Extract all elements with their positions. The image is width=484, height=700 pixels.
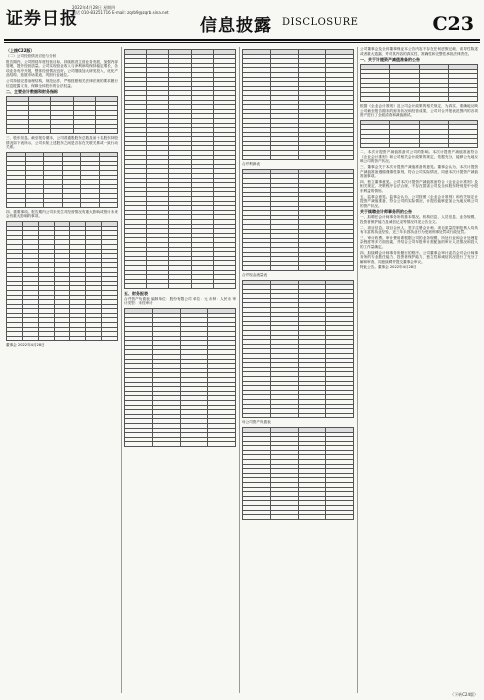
table-cell [44,203,63,208]
section-title-cn: 信息披露 [200,16,272,36]
data-table [242,280,354,419]
table-row [7,203,118,208]
issue-line: 2022年4月28日 星期四 [72,5,116,10]
table-cell [243,155,271,160]
table-cell [361,97,390,102]
body-paragraph: 公司董事会及全体董事保证本公告内容不存在任何虚假记载、误导性陈述或者重大遗漏，并对其内容的真实性、准确性和完整性承担法律责任。 [360,47,478,56]
table-cell [243,413,271,418]
body-paragraph: 母公司资产负债表 [242,420,271,425]
body-paragraph: 董事会 2022年4月28日 [6,343,45,348]
table-cell [180,442,208,447]
table-cell [213,284,235,289]
body-paragraph: 合并现金流量表 [242,272,268,277]
table-row [361,143,478,148]
table-cell [169,284,191,289]
table-cell [208,442,236,447]
table-cell [390,143,419,148]
page-header [0,0,484,40]
table-cell [298,413,326,418]
body-paragraph: 根据《企业会计准则》及公司会计政策的相关规定，为真实、准确地反映公司截至报告期末的财务状况和经营成果，公司对合并报表范围内的各项资产进行了全面清查和减值测试。 [360,103,478,118]
body-paragraph: 三、股东信息。截至报告期末，公司普通股股东总数及前十名股东持股情况如下表所示，公司未知上述股东之间是否存在关联关系或一致行动关系。 [6,135,118,150]
table-cell [62,203,81,208]
table-cell [298,515,326,520]
table-cell [270,155,298,160]
body-paragraph: 四、拟续聘会计师事务所履行的程序。公司董事会审计委员会对会计师事务所的专业胜任能力、投资者保护能力、独立性和诚信状况进行了充分了解和审查，同意续聘并提交董事会审议。 [360,250,478,264]
table-cell [326,155,354,160]
table-cell [99,203,118,208]
body-paragraph: 五、监事会意见。监事会认为，公司按照《企业会计准则》和有关规定计提资产减值准备，符合公司的实际情况，计提后能够更加公允地反映公司的资产状况。 [360,194,478,208]
table-cell [419,97,448,102]
body-paragraph: 三、董事会关于本次计提资产减值准备的意见。董事会认为，本次计提资产减值准备遵循谨慎性原则，符合公司实际情况，同意本次计提资产减值准备事项。 [360,165,478,179]
column-2 [124,47,236,693]
body-paragraph: 公司持续完善治理结构，规范运作，严格按照相关法律法规的要求履行信息披露义务，保障全体股东的合法权益。 [6,78,118,88]
table-row [125,442,236,447]
data-table [6,152,118,208]
column-divider [121,47,122,693]
data-table [124,49,236,289]
table-cell [25,203,44,208]
data-table [360,120,478,149]
data-table [6,221,118,341]
section-heading: 一、关于计提资产减值准备的公告 [360,57,420,63]
data-table [6,96,118,134]
table-cell [70,336,86,341]
body-paragraph: 特此公告。董事会 2022年4月28日 [360,265,417,270]
table-cell [81,203,100,208]
contact-line: 电话 010-83251716 E-mail: zqrb9@zqrb.sina.net [72,10,169,15]
data-table [360,64,478,102]
table-cell [390,97,419,102]
table-cell [270,515,298,520]
table-cell [326,515,354,520]
body-paragraph: 合并利润表 [242,162,260,167]
table-row [125,284,236,289]
table-row [243,266,354,271]
body-paragraph: 四、重要事项。报告期内公司未发生对经营情况有重大影响或预计未来会有重大影响的事项。 [6,209,118,219]
table-cell [326,266,354,271]
table-row [7,129,118,134]
data-table [242,49,354,160]
body-paragraph: 三、审计收费。审计费用系根据公司的业务规模、所处行业和会计处理复杂程度等多方面因素，并结合公司年报审计需配备的审计人员情况和投入的工作量确定。 [360,235,478,249]
column-1 [6,47,118,693]
table-cell [243,266,271,271]
body-paragraph: 二、项目信息。项目合伙人、签字注册会计师、项目质量控制复核人均具有丰富的执业经验，近三年未因执业行为受到刑事处罚或行政处罚。 [360,225,478,235]
table-cell [54,336,70,341]
masthead: 证券日报 [6,9,78,29]
section-heading: 关于续聘会计师事务所的公告 [360,209,412,215]
table-cell [298,155,326,160]
body-paragraph: 合并资产负债表 编制单位：股份有限公司 单位：元 币种：人民币 审计类型：未经审计 [124,296,236,306]
header-meta [72,5,192,15]
table-cell [95,129,117,134]
header-rule-thick [4,39,480,41]
section-heading: 五、财务报表 [124,290,148,296]
table-cell [419,143,448,148]
table-row [361,97,478,102]
table-cell [270,413,298,418]
section-title-en: DISCLOSURE [282,17,359,28]
table-cell [270,266,298,271]
table-cell [298,266,326,271]
table-cell [152,442,180,447]
table-cell [448,143,477,148]
data-table [242,427,354,520]
column-4 [360,47,478,693]
table-row [243,515,354,520]
header-rule-thin [4,42,480,43]
table-row [7,336,118,341]
table-row [243,413,354,418]
table-cell [361,143,390,148]
table-row [243,155,354,160]
table-cell [73,129,95,134]
table-cell [125,442,153,447]
body-paragraph: 四、独立董事意见。公司本次计提资产减值准备符合《企业会计准则》及相关规定，决策程序合法合规，不存在损害公司及全体股东特别是中小股东利益的情形。 [360,179,478,194]
data-table [242,169,354,271]
table-cell [102,336,118,341]
continued-note: （下转C24版） [450,692,478,697]
table-cell [147,284,169,289]
body-paragraph: 一、拟聘任会计师事务所的基本情况。机构信息、人员信息、业务规模、投资者保护能力及诚信记录等情况详见公告全文。 [360,215,478,224]
section-heading: 二、主要会计数据和财务指标 [6,89,58,95]
body-paragraph: 二、本次计提资产减值准备对公司的影响。本次计提资产减值准备符合《企业会计准则》和公司相关会计政策的规定，依据充分，能够公允地反映公司的资产状况。 [360,150,478,164]
table-cell [125,284,147,289]
table-cell [243,515,271,520]
table-cell [326,413,354,418]
table-cell [7,203,26,208]
table-cell [7,129,29,134]
data-table [124,308,236,447]
table-cell [191,284,213,289]
column-3 [242,47,354,693]
table-cell [51,129,73,134]
table-cell [448,97,477,102]
body-paragraph: （二）公司经营情况讨论与分析 [6,54,57,58]
section-heading: （上接C22版） [6,48,35,53]
table-cell [7,336,23,341]
table-cell [22,336,38,341]
table-cell [29,129,51,134]
column-divider [239,47,240,693]
page-number: C23 [432,13,474,35]
column-divider [357,47,358,693]
body-paragraph: 报告期内，公司围绕年度经营目标，持续推进主营业务发展，加强内部管理，提升经营质量。公司实现营业收入与净利润均保持稳定增长，各项业务有序开展，整体经营情况良好。公司继续加大研发投入，优化产品结构，拓展市场渠道，巩固行业地位。 [6,59,118,78]
table-cell [86,336,102,341]
table-cell [38,336,54,341]
